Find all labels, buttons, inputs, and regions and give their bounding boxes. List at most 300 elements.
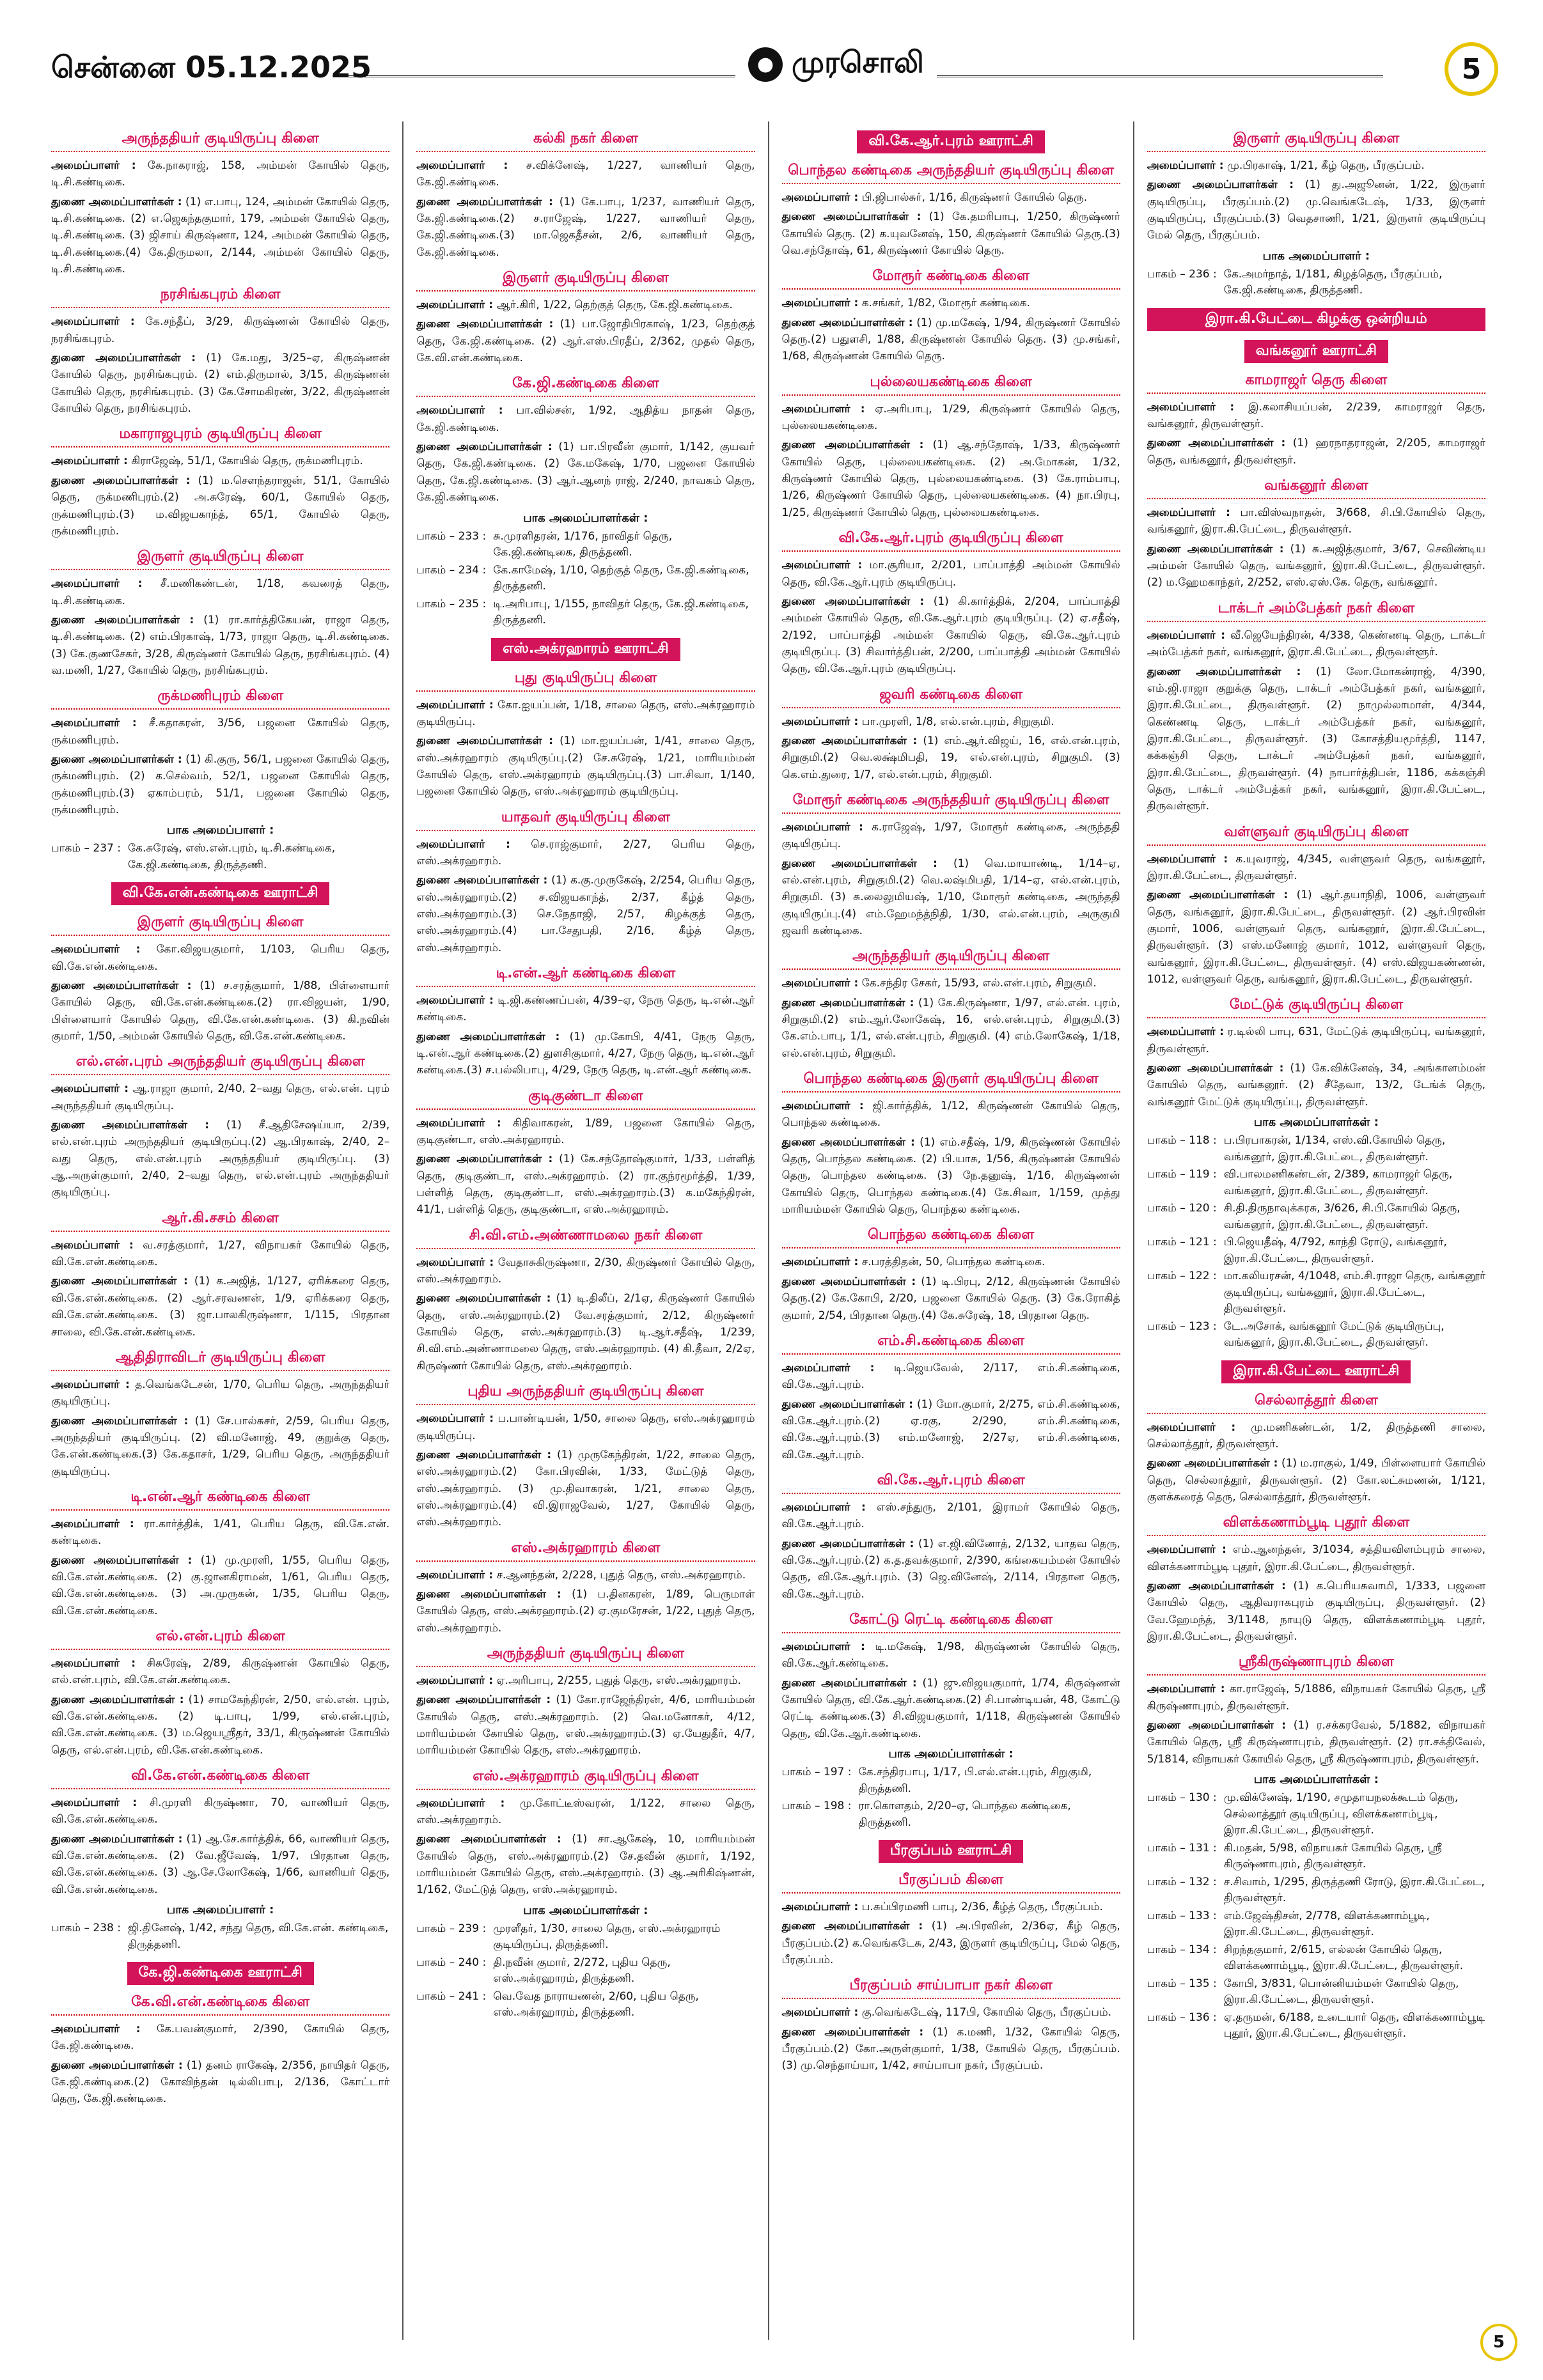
entry-label: துணை அமைப்பாளர்கள் : xyxy=(416,318,554,331)
organiser-entry xyxy=(782,1638,1120,1672)
branch-heading: வங்கனூர் கிளை xyxy=(1147,478,1485,499)
entry-label: துணை அமைப்பாளர்கள் : xyxy=(1147,665,1301,678)
entry-text: (1) சாமகேந்திரன், 2/50, எல்.என். புரம், வி.கே.என்.கண்டிகை. (2) டி.பாபு, 1/99, எல்.என்.புரம், வி.கே.என்.கண்டிகை. (3) ம.ஜெயஸ்ரீதர், 33/1, கிருஷ்ணன் கோயில் தெரு, எல்.என்.புரம், வி.கே.என்.கண்டிகை. xyxy=(51,1693,390,1757)
entry-label: அமைப்பாளர் : xyxy=(1147,400,1235,414)
entry-label: துணை அமைப்பாளர்கள் : xyxy=(51,1275,188,1288)
entry-text: ப.பாண்டியன், 1/50, சாலை தெரு, எஸ்.அக்ரஹாரம் குடியிருப்பு. xyxy=(416,1412,755,1442)
entry-label: துணை அமைப்பாளர்கள் : xyxy=(51,2058,183,2072)
entry-text: ச.ஆனந்தன், 2/228, புதுத் தெரு, எஸ்.அக்ரஹாரம். xyxy=(496,1568,746,1582)
entry-label: அமைப்பாளர் : xyxy=(781,1256,859,1269)
panchayat-heading: இரா.கி.பேட்டை ஊராட்சி xyxy=(1221,1360,1411,1383)
booth-entry xyxy=(1147,1942,1485,1975)
entry-label: அமைப்பாளர் : xyxy=(1147,506,1230,520)
entry-text: (1) ர.சக்கரவேல், 5/1882, விநாயகர் கோயில் தெரு, ஸ்ரீ கிருஷ்ணாபுரம், திருவள்ளூர். (2) ரா.சக்திவேல், 5/1814, விநாயகர் கோயில் தெரு, ஸ்ரீ கிருஷ்ணாபுரம், திருவள்ளூர். xyxy=(1147,1719,1486,1766)
booth-organiser: சி.தி.திருநாவுக்கரசு, 3/626, சி.பி.கோயில் தெரு, வங்கனூர், இரா.கி.பேட்டை, திருவள்ளூர். xyxy=(1223,1202,1461,1231)
branch-heading: கே.ஜி.கண்டிகை கிளை xyxy=(416,375,755,397)
entry-text: (1) ஜு.விஜயகுமார், 1/74, கிருஷ்ணன் கோயில் தெரு, வி.கே.ஆர்.கண்டிகை.(2) சி.பாண்டியன், 48, கோட்டு ரெட்டி கண்டிகை.(3) சி.விஜயகுமார், 1/118, கிருஷ்ணன் கோயில் தெரு, வி.கே.ஆர்.கண்டிகை. xyxy=(781,1676,1120,1740)
entry-label: அமைப்பாளர் : xyxy=(781,715,859,728)
branch-heading: எஸ்.அக்ரஹாரம் குடியிருப்பு கிளை xyxy=(416,1768,755,1790)
booth-organiser: டி.அரிபாபு, 1/155, நாவிதர் தெரு, கே.ஜி.கண்டிகை, திருத்தணி. xyxy=(493,597,749,626)
entry-label: துணை அமைப்பாளர்கள் : xyxy=(1147,1062,1284,1075)
entry-text: (1) எம்.சதீஷ், 1/9, கிருஷ்ணன் கோயில் தெரு, பொந்தல கண்டிகை. (2) பி.யாசு, 1/56, கிருஷ்ணன் கோயில் தெரு, பொந்தல கண்டிகை. (3) நே.தனுஷ், 1/16, கிருஷ்ணன் கோயில் தெரு, பொந்தல கண்டிகை.(4) கே.சிவா, 1/159, முத்து மாரியம்மன் கோயில் தெரு, பொந்தல கண்டிகை. xyxy=(781,1135,1120,1217)
organiser-entry xyxy=(51,751,389,818)
entry-label: அமைப்பாளர் : xyxy=(781,1100,864,1113)
branch-heading: வள்ளுவர் குடியிருப்பு கிளை xyxy=(1147,824,1485,846)
organiser-entry xyxy=(51,715,389,749)
entry-label: அமைப்பாளர் : xyxy=(781,191,859,204)
branch-heading: எம்.சி.கண்டிகை கிளை xyxy=(782,1333,1120,1355)
panchayat-heading: பீரகுப்பம் ஊராட்சி xyxy=(879,1840,1024,1863)
entry-label: துணை அமைப்பாளர்கள் : xyxy=(416,1833,561,1846)
entry-text: மு.கோட்டீஸ்வரன், 1/122, சாலை தெரு, எஸ்.அக்ரஹாரம். xyxy=(416,1796,755,1826)
organiser-entry xyxy=(782,1273,1120,1324)
branch-heading: இருளர் குடியிருப்பு கிளை xyxy=(51,914,389,936)
entry-label: துணை அமைப்பாளர்கள் : xyxy=(51,195,182,208)
organiser-entry xyxy=(1147,504,1485,538)
branch-heading: ருக்மணிபுரம் கிளை xyxy=(51,688,389,710)
organiser-entry xyxy=(416,1254,755,1288)
entry-text: (1) டி.பிரபு, 2/12, கிருஷ்ணன் கோயில் தெரு.(2) கே.கோபி, 2/20, பஜனை கோயில் தெரு. (3) கே.ரோகித் குமார், 2/54, பிரதான தெரு.(4) கே.சுரேஷ், 18, பிரதான தெரு. xyxy=(781,1275,1120,1322)
entry-text: பா.வில்சன், 1/92, ஆதித்ய நாதன் தெரு, கே.ஜி.கண்டிகை. xyxy=(416,404,755,434)
branch-heading: டி.என்.ஆர் கண்டிகை கிளை xyxy=(51,1489,389,1511)
booth-organisers-heading: பாக அமைப்பாளர்கள் : xyxy=(888,1747,1014,1761)
organiser-entry xyxy=(1147,435,1485,469)
organiser-entry xyxy=(416,1672,755,1689)
branch-heading: வி.கே.என்.கண்டிகை கிளை xyxy=(51,1768,389,1789)
entry-label: துணை அமைப்பாளர்கள் : xyxy=(781,1275,916,1288)
organiser-entry xyxy=(782,1899,1120,1915)
booth-number: பாகம் – 237 : xyxy=(51,842,121,855)
entry-text: (1) கே.சந்தோஷ்குமார், 1/33, பள்ளித் தெரு, குடிகுண்டா, எஸ்.அக்ரஹாரம். (2) ரா.குந்ரமூர்த்தி, 1/39, பள்ளித் தெரு, குடிகுண்டா, எஸ்.அக்ரஹாரம்.(3) க.மகேந்திரன், 41/1, பள்ளித் தெரு, குடிகுண்டா, எஸ்.அக்ரஹாரம். xyxy=(416,1153,755,1217)
organiser-entry xyxy=(782,315,1120,365)
branch-heading: ஆதிதிராவிடர் குடியிருப்பு கிளை xyxy=(51,1349,389,1371)
booth-entry xyxy=(1147,1840,1485,1873)
booth-entry xyxy=(782,1798,1120,1831)
branch-heading: பொந்தல கண்டிகை அருந்ததியர் குடியிருப்பு கிளை xyxy=(782,162,1120,184)
entry-text: மு.மணிகண்டன், 1/2, திருத்தணி சாலை, செல்லாத்தூர், திருவள்ளூர். xyxy=(1147,1420,1486,1451)
booth-entry xyxy=(416,596,755,629)
panchayat-heading: கே.ஜி.கண்டிகை ஊராட்சி xyxy=(127,1962,314,1985)
branch-heading: மோரூர் கண்டிகை அருந்ததியர் குடியிருப்பு கிளை xyxy=(782,792,1120,814)
entry-text: (1) க.மணி, 1/32, கோயில் தெரு, பீரகுப்பம்.(2) கோ.அருள்குமார், 1/38, கோயில் தெரு, பீரகுப்பம். (3) மு.செந்தாய்யா, 1/42, சாய்பாபா நகர், பீரகுப்பம். xyxy=(781,2025,1120,2073)
entry-label: அமைப்பாளர் : xyxy=(51,577,143,591)
entry-label: அமைப்பாளர் : xyxy=(51,2023,141,2036)
entry-label: துணை அமைப்பாளர்கள் : xyxy=(51,1693,184,1706)
entry-text: ஜி.கார்த்திக், 1/12, கிருஷ்ணன் கோயில் தெரு, பொந்தல கண்டிகை. xyxy=(781,1100,1120,1130)
organiser-entry xyxy=(416,1586,755,1637)
entry-text: (1) ம.சௌந்தராஜன், 51/1, கோயில் தெரு, ருக்மணிபுரம்.(2) அ.சுரேஷ், 60/1, கோயில் தெரு, ருக்மணிபுரம்.(3) ம.விஜயகாந்த், 65/1, கோயில் தெரு, ருக்மணிபுரம். xyxy=(51,474,390,538)
panchayat-heading: இரா.கி.பேட்டை கிழக்கு ஒன்றியம் xyxy=(1147,308,1485,331)
column-4 xyxy=(1134,121,1498,2340)
organiser-entry xyxy=(782,295,1120,311)
entry-label: துணை அமைப்பாளர்கள் : xyxy=(51,1553,192,1567)
booth-entry xyxy=(416,563,755,595)
page-number: 5 xyxy=(1445,42,1498,96)
entry-text: (1) ஆ.சே.கார்த்திக், 66, வாணியர் தெரு, வி.கே.என்.கண்டிகை. (2) வே.ஜீவேஷ், 1/97, பிரதான தெரு, வி.கே.என்.கண்டிகை. (3) ஆ.சே.லோகேஷ், 1/66, வாணியர் தெரு, வி.கே.என்.கண்டிகை. xyxy=(51,1832,390,1896)
entry-label: துணை அமைப்பாளர்கள் : xyxy=(51,979,192,992)
organiser-entry xyxy=(51,575,389,609)
booth-organisers-heading: பாக அமைப்பாளர்கள் : xyxy=(523,511,648,525)
organiser-entry xyxy=(416,872,755,956)
branch-heading: ஆர்.கி.சசம் கிளை xyxy=(51,1210,389,1232)
branch-heading: இருளர் குடியிருப்பு கிளை xyxy=(416,270,755,292)
entry-text: (1) கே.தமரிபாபு, 1/250, கிருஷ்ணர் கோயில் தெரு. (2) க.யுவனேஷ், 150, கிருஷ்ணர் கோயில் தெரு.(3) வெ.சந்தோஷ், 61, கிருஷ்ணர் கோயில் தெரு. xyxy=(781,210,1120,258)
organiser-entry xyxy=(51,313,389,347)
organiser-entry xyxy=(51,2057,389,2108)
booth-organiser: கோபி, 3/831, பொன்னியம்மன் கோயில் தெரு, இரா.கி.பேட்டை, திருவள்ளூர். xyxy=(1223,1977,1459,2007)
branch-heading: பொந்தல கண்டிகை கிளை xyxy=(782,1227,1120,1248)
booth-organiser: மு.விக்னேஷ், 1/190, சமுதாயநலக்கூடம் தெரு, செல்லாத்தூர் குடியிருப்பு, விளக்கணாம்பூடி, இரா.கி.பேட்டை, திருவள்ளூர். xyxy=(1223,1791,1459,1837)
organiser-entry xyxy=(782,1396,1120,1463)
booth-organiser: வெ.வேத நாராயணன், 2/60, புதிய தெரு, எஸ்.அக்ரஹாரம், திருத்தணி. xyxy=(493,1989,699,2019)
organiser-entry xyxy=(782,1536,1120,1603)
booth-number: பாகம் – 198 : xyxy=(781,1800,852,1813)
booth-organiser: டே.அசோக், வங்கனூர் மேட்டுக் குடியிருப்பு, வங்கனூர், இரா.கி.பேட்டை, திருவள்ளூர். xyxy=(1223,1319,1445,1349)
entry-text: டி.மகேஷ், 1/98, கிருஷ்ணன் கோயில் தெரு, வி.கே.ஆர்.கண்டிகை. xyxy=(781,1640,1120,1670)
organiser-entry xyxy=(782,1918,1120,1968)
entry-label: துணை அமைப்பாளர்கள் : xyxy=(51,1414,189,1427)
entry-label: துணை அமைப்பாளர்கள் : xyxy=(1147,1579,1286,1592)
booth-number: பாகம் – 123 : xyxy=(1147,1319,1217,1333)
organiser-entry xyxy=(416,697,755,731)
entry-text: (1) ஹரநாதராஜன், 2/205, காமராஜர் தெரு, வங்கனூர், திருவள்ளூர். xyxy=(1147,437,1486,467)
entry-text: (1) பா.ஜோதிபிரகாஷ், 1/23, தெற்குத் தெரு, கே.ஜி.கண்டிகை. (2) ஆர்.எஸ்.பிரதீப், 2/362, முதல் தெரு, கே.வி.என்.கண்டிகை. xyxy=(416,318,755,365)
entry-label: துணை அமைப்பாளர்கள் : xyxy=(781,439,924,452)
organiser-entry xyxy=(416,316,755,366)
booth-entry xyxy=(1147,1268,1485,1318)
organiser-entry xyxy=(416,1410,755,1444)
booth-organiser: சிறந்தகுமார், 2/615, எல்லன் கோயில் தெரு, விளக்கணாம்பூடி, இரா.கி.பேட்டை, திருவள்ளூர். xyxy=(1223,1943,1464,1973)
entry-label: அமைப்பாளர் : xyxy=(416,837,510,851)
entry-text: க.யுவராஜ், 4/345, வள்ளுவர் தெரு, வங்கனூர், இரா.கி.பேட்டை, திருவள்ளூர். xyxy=(1147,852,1486,882)
logo-emblem-icon: ● xyxy=(748,47,783,82)
entry-label: துணை அமைப்பாளர்கள் : xyxy=(781,734,918,747)
organiser-entry xyxy=(782,1675,1120,1742)
entry-text: சீ.மணிகண்டன், 1/18, கவரைத் தெரு, டி.சி.கண்டிகை. xyxy=(51,577,390,607)
booth-number: பாகம் – 136 : xyxy=(1147,2011,1217,2024)
branch-heading: மகாராஜபுரம் குடியிருப்பு கிளை xyxy=(51,426,389,447)
organiser-entry xyxy=(51,194,389,278)
entry-label: துணை அமைப்பாளர்கள் : xyxy=(1147,178,1294,192)
entry-label: துணை அமைப்பாளர்கள் : xyxy=(781,210,921,224)
organiser-entry xyxy=(51,1117,389,1201)
entry-text: ச.பரத்திதன், 50, பொந்தல கண்டிகை. xyxy=(861,1256,1046,1269)
entry-text: செ.ராஜ்குமார், 2/27, பெரிய தெரு, எஸ்.அக்ரஹாரம். xyxy=(416,837,755,867)
entry-text: (1) மு.கோபி, 4/41, நேரு தெரு, டி.என்.ஆர் கண்டிகை.(2) துளசிகுமார், 4/27, நேரு தெரு, டி.என்.ஆர் கண்டிகை.(3) ச.பல்லிபாபு, 4/29, நேரு தெரு, டி.என்.ஆர் கண்டிகை. xyxy=(416,1030,755,1077)
entry-label: துணை அமைப்பாளர்கள் : xyxy=(781,2025,924,2039)
booth-entry xyxy=(1147,1133,1485,1165)
entry-label: துணை அமைப்பாளர்கள் : xyxy=(51,474,191,487)
entry-label: துணை அமைப்பாளர்கள் : xyxy=(416,1292,551,1305)
entry-text: கே.சந்திர சேகர், 15/93, எல்.என்.புரம், சிறுகுமி. xyxy=(861,977,1097,990)
entry-text: (1) கோ.ராஜேந்திரன், 4/6, மாரியம்மன் கோயில் தெரு, எஸ்.அக்ரஹாரம். (2) வெ.மனோகர், 4/12, மாரியம்மன் கோயில் தெரு, எஸ்.அக்ரஹாரம்.(3) ஏ.யேதுதீர், 4/7, மாரியம்மன் கோயில் தெரு, எஸ்.அக்ரஹாரம். xyxy=(416,1693,755,1757)
booth-organiser: ப.பிரபாகரன், 1/134, எஸ்.வி.கோயில் தெரு, வங்கனூர், இரா.கி.பேட்டை, திருவள்ளூர். xyxy=(1223,1134,1446,1163)
entry-text: கா.ராஜேஷ், 5/1886, விநாயகர் கோயில் தெரு, ஸ்ரீ கிருஷ்ணாபுரம், திருவள்ளூர். xyxy=(1147,1683,1486,1713)
entry-text: கே.நாகராஜ், 158, அம்மன் கோயில் தெரு, டி.சி.கண்டிகை. xyxy=(51,159,390,189)
organiser-entry xyxy=(782,557,1120,591)
booth-organisers-heading: பாக அமைப்பாளர் : xyxy=(166,1903,274,1917)
organiser-entry xyxy=(51,1692,389,1759)
booth-number: பாகம் – 233 : xyxy=(416,529,487,543)
entry-text: கே.பவன்குமார், 2/390, கோயில் தெரு, கே.ஜி.கண்டிகை. xyxy=(51,2023,390,2053)
organiser-entry xyxy=(51,350,389,417)
entry-label: அமைப்பாளர் : xyxy=(416,299,494,312)
booth-number: பாகம் – 135 : xyxy=(1147,1977,1217,1990)
entry-text: ப.சுப்பிரமணி பாபு, 2/36, கீழ்த் தெரு, பீரகுப்பம். xyxy=(861,1901,1103,1914)
edition-date: சென்னை 05.12.2025 xyxy=(51,50,372,84)
organiser-entry xyxy=(416,1151,755,1218)
entry-label: துணை அமைப்பாளர்கள் : xyxy=(51,752,182,766)
booth-entry xyxy=(416,1989,755,2021)
branch-heading: எல்.என்.புரம் அருந்ததியர் குடியிருப்பு கிளை xyxy=(51,1054,389,1075)
entry-label: அமைப்பாளர் : xyxy=(781,1361,875,1374)
organiser-entry xyxy=(1147,1023,1485,1057)
entry-text: பி.ஜிபால்சுர், 1/16, கிருஷ்ணர் கோயில் தெரு. xyxy=(861,191,1088,204)
entry-label: அமைப்பாளர் : xyxy=(1147,628,1225,642)
organiser-entry xyxy=(51,453,389,469)
branch-heading: பீரகுப்பம் கிளை xyxy=(782,1872,1120,1894)
organiser-entry xyxy=(1147,627,1485,661)
booth-organisers-heading: பாக அமைப்பாளர் : xyxy=(166,823,274,837)
entry-text: த.வெங்கடேசன், 1/70, பெரிய தெரு, அருந்ததியர் குடியிருப்பு. xyxy=(51,1378,390,1408)
organiser-entry xyxy=(51,1376,389,1410)
entry-text: (1) ரா.கார்த்திகேயன், ராஜா தெரு, டி.சி.கண்டிகை. (2) எம்.பிரகாஷ், 1/73, ராஜா தெரு, டி.சி.கண்டிகை.(3) கே.குணசேகர், 3/28, கிருஷ்ணர் கோயில் தெரு, நரசிங்கபுரம். (4) வ.மணி, 1/27, கோயில் தெரு, நரசிங்கபுரம். xyxy=(51,613,390,677)
panchayat-heading: வங்கனூர் ஊராட்சி xyxy=(1244,340,1388,363)
organiser-entry xyxy=(51,1794,389,1828)
entry-label: துணை அமைப்பாளர்கள் : xyxy=(1147,437,1286,450)
column-1 xyxy=(51,121,403,2340)
entry-label: அமைப்பாளர் : xyxy=(781,559,863,572)
booth-number: பாகம் – 120 : xyxy=(1147,1202,1217,1215)
booth-organiser: கே.சுரேஷ், எஸ்.என்.புரம், டி.சி.கண்டிகை, கே.ஜி.கண்டிகை, திருத்தணி. xyxy=(128,842,336,871)
organiser-entry xyxy=(782,1134,1120,1218)
organiser-entry xyxy=(51,1413,389,1480)
branch-heading: இருளர் குடியிருப்பு கிளை xyxy=(1147,130,1485,152)
organiser-entry xyxy=(51,612,389,679)
booth-organiser: வி.பாலமணிகண்டன், 2/389, காமராஜர் தெரு, வங்கனூர், இரா.கி.பேட்டை, திருவள்ளூர். xyxy=(1223,1168,1453,1197)
entry-text: வ.சரத்குமார், 1/27, விநாயகர் கோயில் தெரு, வி.கே.என்.கண்டிகை. xyxy=(51,1238,390,1269)
entry-text: வேதாசுகிருஷ்ணா, 2/30, கிருஷ்ணர் கோயில் தெரு, எஸ்.அக்ரஹாரம். xyxy=(416,1256,755,1286)
booth-number: பாகம் – 236 : xyxy=(1147,267,1217,281)
organiser-entry xyxy=(51,941,389,975)
entry-text: க.ராஜேஷ், 1/97, மோரூர் கண்டிகை, அருந்ததி குடியிருப்பு. xyxy=(781,820,1120,851)
organiser-entry xyxy=(416,402,755,436)
entry-text: (1) ஆ.சந்தோஷ், 1/33, கிருஷ்ணர் கோயில் தெரு, புல்லையகண்டிகை. (2) அ.மோகன், 1/32, கிருஷ்ணர் கோயில் தெரு, புல்லையகண்டிகை. (3) கே.ராம்பாபு, 1/26, கிருஷ்ணர் கோயில் தெரு, புல்லையகண்டிகை. (4) நா.பிரபு, 1/25, கிருஷ்ணர் கோயில் தெரு, புல்லையகண்டிகை. xyxy=(781,439,1120,519)
entry-label: அமைப்பாளர் : xyxy=(51,717,137,730)
booth-organiser: கே.அமர்நாத், 1/181, கிழத்தெரு, பீரகுப்பம், கே.ஜி.கண்டிகை, திருத்தணி. xyxy=(1223,267,1443,297)
booth-entry xyxy=(1147,267,1485,299)
entry-text: (1) எ.ஜி.வினோத், 2/132, யாதவ தெரு, வி.கே.ஆர்.புரம்.(2) க.த.தவக்குமார், 2/390, கங்கையம்மன் கோயில் தெரு, வி.கே.ஆர்.புரம். (3) ஜெ.வினேஷ், 2/114, பிரதான தெரு, வி.கே.ஆர்.புரம். xyxy=(781,1537,1120,1601)
booth-organiser: சு.முரளிதரன், 1/176, நாவிதர் தெரு, கே.ஜி.கண்டிகை, திருத்தணி. xyxy=(493,529,673,559)
entry-label: அமைப்பாளர் : xyxy=(781,1901,859,1914)
entry-label: அமைப்பாளர் : xyxy=(51,1082,129,1096)
entry-label: அமைப்பாளர் : xyxy=(51,1656,136,1670)
entry-label: துணை அமைப்பாளர்கள் : xyxy=(781,1920,923,1933)
entry-text: பா.முரளி, 1/8, எல்.என்.புரம், சிறுகுமி. xyxy=(861,715,1054,728)
entry-label: துணை அமைப்பாளர்கள் : xyxy=(416,195,553,208)
entry-text: சிசுரேஷ், 2/89, கிருஷ்ணன் கோயில் தெரு, எல்.என்.புரம், வி.கே.என்.கண்டிகை. xyxy=(51,1656,390,1687)
organiser-entry xyxy=(1147,399,1485,433)
organiser-entry xyxy=(51,2021,389,2055)
entry-label: துணை அமைப்பாளர்கள் : xyxy=(781,316,913,329)
entry-text: (1) சே.பால்சுசர், 2/59, பெரிய தெரு, அருந்ததியர் குடியிருப்பு. (2) வி.மனோஜ், 49, குறுக்கு தெரு, கே.என்.கண்டிகை.(3) கே.கதாசர், 1/29, பெரிய தெரு, அருந்ததியர் குடியிருப்பு. xyxy=(51,1414,390,1478)
entry-text: (1) அ.பிரவின், 2/36ஏ, கீழ் தெரு, பீரகுப்பம்.(2) க.வெங்கடேசு, 2/43, இருளர் குடியிருப்பு, மேல் தெரு, பீரகுப்பம். xyxy=(781,1920,1120,1967)
entry-label: துணை அமைப்பாளர்கள் : xyxy=(416,1587,561,1601)
entry-label: துணை அமைப்பாளர்கள் : xyxy=(416,440,552,454)
entry-label: துணை அமைப்பாளர்கள் : xyxy=(51,1119,210,1132)
entry-text: (1) கி.கார்த்திக், 2/204, பாப்பாத்தி அம்மன் கோயில் தெரு, வி.கே.ஆர்.புரம் குடியிருப்பு. (2) ஏ.சதீஷ், 2/192, பாப்பாத்தி அம்மன் கோயில் தெரு, வி.கே.ஆர்.புரம் குடியிருப்பு. (3) சிவார்த்திபன், 2/200, பாப்பாத்தி அம்மன் கோயில் தெரு, வி.கே.ஆர்.புரம் குடியிருப்பு. xyxy=(781,595,1120,676)
organiser-entry xyxy=(1147,851,1485,885)
entry-label: துணை அமைப்பாளர்கள் : xyxy=(781,1135,915,1149)
entry-label: துணை அமைப்பாளர்கள் : xyxy=(1147,1457,1278,1470)
entry-label: அமைப்பாளர் : xyxy=(416,993,494,1007)
entry-label: துணை அமைப்பாளர்கள் : xyxy=(781,996,914,1009)
organiser-entry xyxy=(782,2004,1120,2021)
branch-heading: பீரகுப்பம் சாய்பாபா நகர் கிளை xyxy=(782,1977,1120,1999)
entry-text: ச.விக்னேஷ், 1/227, வாணியர் தெரு, கே.ஜி.கண்டிகை. xyxy=(416,159,755,189)
booth-entry xyxy=(1147,1908,1485,1941)
booth-organisers-heading: பாக அமைப்பாளர்கள் : xyxy=(523,1903,648,1917)
organiser-entry xyxy=(1147,887,1485,988)
entry-label: துணை அமைப்பாளர்கள் : xyxy=(51,352,196,365)
branch-heading: புது குடியிருப்பு கிளை xyxy=(416,670,755,692)
booth-number: பாகம் – 119 : xyxy=(1147,1168,1217,1181)
organiser-entry xyxy=(782,189,1120,206)
organiser-entry xyxy=(416,439,755,506)
organiser-entry xyxy=(1147,1541,1485,1575)
booth-organiser: கே.காமேஷ், 1/10, தெற்குத் தெரு, கே.ஜி.கண்டிகை, திருத்தணி. xyxy=(493,563,749,593)
column-2 xyxy=(403,121,769,2340)
entry-label: அமைப்பாளர் : xyxy=(51,943,141,956)
entry-text: (1) கே.கிருஷ்ணா, 1/97, எல்.என். புரம், சிறுகுமி.(2) எம்.ஆர்.லோகேஷ், 16, எல்.என்.புரம், சிறுகுமி.(3) கே.எம்.பாபு, 1/1, எல்.என்.புரம், சிறுகுமி. (4) எம்.லோகேஷ், 1/18, எல்.என்.புரம், சிறுகுமி. xyxy=(781,996,1120,1060)
booth-entry xyxy=(1147,1167,1485,1199)
entry-text: எம்.ஆனந்தன், 3/1034, சத்தியவிளம்புரம் சாலை, விளக்கணாம்பூடி புதூர், இரா.கி.பேட்டை, திருவள்ளூர். xyxy=(1147,1543,1486,1573)
entry-label: அமைப்பாளர் : xyxy=(51,1796,137,1810)
organiser-entry xyxy=(782,2024,1120,2074)
entry-label: அமைப்பாளர் : xyxy=(781,1640,865,1653)
organiser-entry xyxy=(416,157,755,191)
entry-text: கோ.ஐயப்பன், 1/18, சாலை தெரு, எஸ்.அக்ரஹாரம் குடியிருப்பு. xyxy=(416,698,755,728)
organiser-entry xyxy=(416,1692,755,1759)
entry-label: அமைப்பாளர் : xyxy=(781,297,859,310)
entry-text: (1) மு.மகேஷ், 1/94, கிருஷ்ணர் கோயில் தெரு.(2) பதுளசி, 1/88, கிருஷ்ணன் கோயில் தெரு. (3) மு.சங்கர், 1/68, கிருஷ்ணன் கோயில் தெரு. xyxy=(781,316,1120,363)
organiser-entry xyxy=(782,1360,1120,1394)
organiser-entry xyxy=(416,1029,755,1079)
entry-text: ஆ.ராஜா குமார், 2/40, 2–வது தெரு, எல்.என். புரம் அருந்ததியர் குடியிருப்பு. xyxy=(51,1082,390,1112)
branch-heading: விளக்கணாம்பூடி புதூர் கிளை xyxy=(1147,1514,1485,1536)
entry-text: மு.பிரகாஷ், 1/21, கீழ் தெரு, பீரகுப்பம். xyxy=(1226,159,1425,172)
booth-entry xyxy=(51,1920,389,1953)
organiser-entry xyxy=(51,1516,389,1550)
organiser-entry xyxy=(1147,1717,1485,1768)
entry-text: (1) து.அஜூனன், 1/22, இருளர் குடியிருப்பு, பீரகுப்பம்.(2) மு.வெங்கடேஷ், 1/33, இருளர் குடியிருப்பு, பீரகுப்பம்.(3) வெதசாணி, 1/21, இருளர் குடியிருப்பு மேல் தெரு, பீரகுப்பம். xyxy=(1147,178,1486,242)
panchayat-heading: வி.கே.ஆர்.புரம் ஊராட்சி xyxy=(857,130,1045,153)
entry-label: துணை அமைப்பாளர்கள் : xyxy=(416,874,548,887)
branch-heading: பொந்தல கண்டிகை இருளர் குடியிருப்பு கிளை xyxy=(782,1071,1120,1093)
booth-entry xyxy=(1147,1790,1485,1839)
column-3 xyxy=(769,121,1134,2340)
booth-number: பாகம் – 197 : xyxy=(781,1766,852,1779)
entry-label: அமைப்பாளர் : xyxy=(51,1517,134,1530)
entry-text: (1) எம்.ஆர்.விஜய், 16, எல்.என்.புரம், சிறுகுமி.(2) வெ.லக்ஷ்மிபதி, 19, எல்.என்.புரம், சிறுகுமி. (3) கெ.எம்.துரை, 1/7, எல்.என்.புரம், சிறுகுமி. xyxy=(781,734,1120,781)
entry-label: துணை அமைப்பாளர்கள் : xyxy=(1147,1719,1286,1732)
booth-organiser: ச.சிவாம், 1/295, திருத்தணி ரோடு, இரா.கி.பேட்டை, திருவள்ளூர். xyxy=(1223,1875,1485,1905)
entry-label: துணை அமைப்பாளர்கள் : xyxy=(1147,889,1288,902)
organiser-entry xyxy=(416,1795,755,1829)
entry-text: (1) மு.முரளி, 1/55, பெரிய தெரு, வி.கே.என்.கண்டிகை. (2) கு.ஜானகிராமன், 1/61, பெரிய தெரு, வி.கே.என்.கண்டிகை. (3) அ.முருகன், 1/35, பெரிய தெரு, வி.கே.என்.கண்டிகை. xyxy=(51,1553,390,1617)
organiser-entry xyxy=(416,733,755,800)
entry-text: (1) மோ.குமார், 2/275, எம்.சி.கண்டிகை, வி.கே.ஆர்.புரம்.(2) ஏ.ரகு, 2/290, எம்.சி.கண்டிகை, வி.கே.ஆர்.புரம்.(3) எம்.மனோஜ், 2/27ஏ, எம்.சி.கண்டிகை, வி.கே.ஆர்.புரம். xyxy=(781,1397,1120,1461)
entry-text: இ.கலாசியப்பன், 2/239, காமராஜர் தெரு, வங்கனூர், திருவள்ளூர். xyxy=(1147,400,1486,431)
booth-organiser: எம்.ஜேஷ்திசன், 2/778, விளக்கணாம்பூடி, இரா.கி.பேட்டை, திருவள்ளூர். xyxy=(1223,1909,1430,1939)
entry-text: மா.சூரியா, 2/201, பாப்பாத்தி அம்மன் கோயில் தெரு, வி.கே.ஆர்.புரம் குடியிருப்பு. xyxy=(781,559,1120,589)
entry-label: அமைப்பாளர் : xyxy=(1147,1025,1224,1039)
entry-label: அமைப்பாளர் : xyxy=(1147,1543,1226,1557)
organiser-entry xyxy=(51,1831,389,1898)
entry-text: (1) பா.பிரவீன் குமார், 1/142, குயவர் தெரு, கே.ஜி.கண்டிகை. (2) கே.மகேஷ், 1/70, பஜனை கோயில் தெரு, கே.ஜி.கண்டிகை. (3) ஆர்.ஆனந் ராஜ், 2/240, நாவகம் தெரு, கே.ஜி.கண்டிகை. xyxy=(416,440,755,504)
organiser-entry xyxy=(1147,1455,1485,1505)
entry-label: அமைப்பாளர் : xyxy=(51,315,135,329)
entry-label: அமைப்பாளர் : xyxy=(416,404,503,417)
entry-label: அமைப்பாளர் : xyxy=(416,1796,505,1810)
booth-organiser: கி.மதன், 5/98, விநாயகர் கோயில் தெரு, ஸ்ரீ கிருஷ்ணாபுரம், திருவள்ளூர். xyxy=(1223,1841,1442,1871)
branch-heading: ஸ்ரீகிருஷ்ணாபுரம் கிளை xyxy=(1147,1654,1485,1676)
booth-organisers-heading: பாக அமைப்பாளர் : xyxy=(1262,249,1370,263)
entry-label: அமைப்பாளர் : xyxy=(781,977,859,990)
entry-label: அமைப்பாளர் : xyxy=(781,820,863,834)
entry-text: கிராஜேஷ், 51/1, கோயில் தெரு, ருக்மணிபுரம். xyxy=(131,455,363,468)
entry-text: ஏ.அரிபாபு, 1/29, கிருஷ்ணர் கோயில் தெரு, புல்லையகண்டிகை. xyxy=(781,402,1120,433)
booth-number: பாகம் – 132 : xyxy=(1147,1875,1217,1888)
organiser-entry xyxy=(782,208,1120,259)
organiser-entry xyxy=(416,1447,755,1531)
branch-heading: யாதவர் குடியிருப்பு கிளை xyxy=(416,809,755,831)
entry-label: துணை அமைப்பாளர்கள் : xyxy=(416,1030,560,1043)
organiser-entry xyxy=(51,157,389,191)
branch-heading: அருந்ததியர் குடியிருப்பு கிளை xyxy=(782,948,1120,970)
branch-heading: கோட்டு ரெட்டி கண்டிகை கிளை xyxy=(782,1612,1120,1633)
branch-heading: மோரூர் கண்டிகை கிளை xyxy=(782,268,1120,290)
booth-number: பாகம் – 131 : xyxy=(1147,1841,1217,1855)
organiser-entry xyxy=(782,855,1120,940)
entry-label: அமைப்பாளர் : xyxy=(51,455,128,468)
booth-organiser: பி.ஜெயதீஷ், 4/792, காந்தி ரோடு, வங்கனூர், இரா.கி.பேட்டை, திருவள்ளூர். xyxy=(1223,1236,1447,1265)
organiser-entry xyxy=(416,1831,755,1898)
entry-text: ர.டில்லி பாபு, 631, மேட்டுக் குடியிருப்பு, வங்கனூர், திருவள்ளூர். xyxy=(1147,1025,1485,1055)
entry-label: அமைப்பாளர் : xyxy=(781,1500,866,1514)
entry-label: துணை அமைப்பாளர்கள் : xyxy=(781,1676,917,1690)
booth-number: பாகம் – 130 : xyxy=(1147,1791,1217,1805)
branch-heading: நரசிங்கபுரம் கிளை xyxy=(51,286,389,308)
entry-label: அமைப்பாளர் : xyxy=(1147,1420,1236,1434)
newspaper-name: முரசொலி xyxy=(792,45,924,79)
branch-heading: வி.கே.ஆர்.புரம் கிளை xyxy=(782,1472,1120,1494)
entry-text: ஆர்.கிரி, 1/22, தெற்குத் தெரு, கே.ஜி.கண்டிகை. xyxy=(496,299,733,312)
entry-text: சீ.கதாகரன், 3/56, பஜனை கோயில் தெரு, ருக்மணிபுரம். xyxy=(51,717,390,747)
booth-organiser: ரா.கொளதம், 2/20–ஏ, பொந்தல கண்டிகை, திருத்தணி. xyxy=(858,1800,1071,1829)
branch-heading: அருந்ததியர் குடியிருப்பு கிளை xyxy=(51,130,389,152)
organiser-entry xyxy=(782,733,1120,783)
entry-text: (1) சீ.ஆதிசேஷய்யா, 2/39, எல்.என்.புரம் அருந்ததியர் குடியிருப்பு.(2) ஆ.பிரகாஷ், 2/40, 2–வது தெரு, எல்.என்.புரம் அருந்ததியர் குடியிருப்பு. (3) ஆ.அருள்குமார், 2/40, 2–வது தெரு, எல்.என்.புரம் அருந்ததியர் குடியிருப்பு. xyxy=(51,1119,390,1199)
booth-entry xyxy=(51,841,389,873)
newspaper-logo xyxy=(735,45,937,84)
branch-heading: டாக்டர் அம்பேத்கர் நகர் கிளை xyxy=(1147,600,1485,622)
entry-text: (1) கே.பாபு, 1/237, வாணியர் தெரு, கே.ஜி.கண்டிகை.(2) ச.ராஜேஷ், 1/227, வாணியர் தெரு, கே.ஜி.கண்டிகை.(3) மா.ஜெகதீசன், 2/6, வாணியர் தெரு, கே.ஜி.கண்டிகை. xyxy=(416,195,755,259)
entry-text: (1) ம.ராகுல், 1/49, பிள்ளையார் கோயில் தெரு, செல்லாத்தூர், திருவள்ளூர். (2) கோ.லட்சுமணன், 1/121, குளக்கரைத் தெரு, செல்லாத்தூர், திருவள்ளூர். xyxy=(1147,1457,1486,1504)
entry-text: கே.சந்தீப், 3/29, கிருஷ்ணன் கோயில் தெரு, நரசிங்கபுரம். xyxy=(51,315,390,345)
entry-text: சி.முரளி கிருஷ்ணா, 70, வாணியர் தெரு, வி.கே.என்.கண்டிகை. xyxy=(51,1796,390,1826)
entry-label: துணை அமைப்பாளர்கள் : xyxy=(416,735,554,748)
